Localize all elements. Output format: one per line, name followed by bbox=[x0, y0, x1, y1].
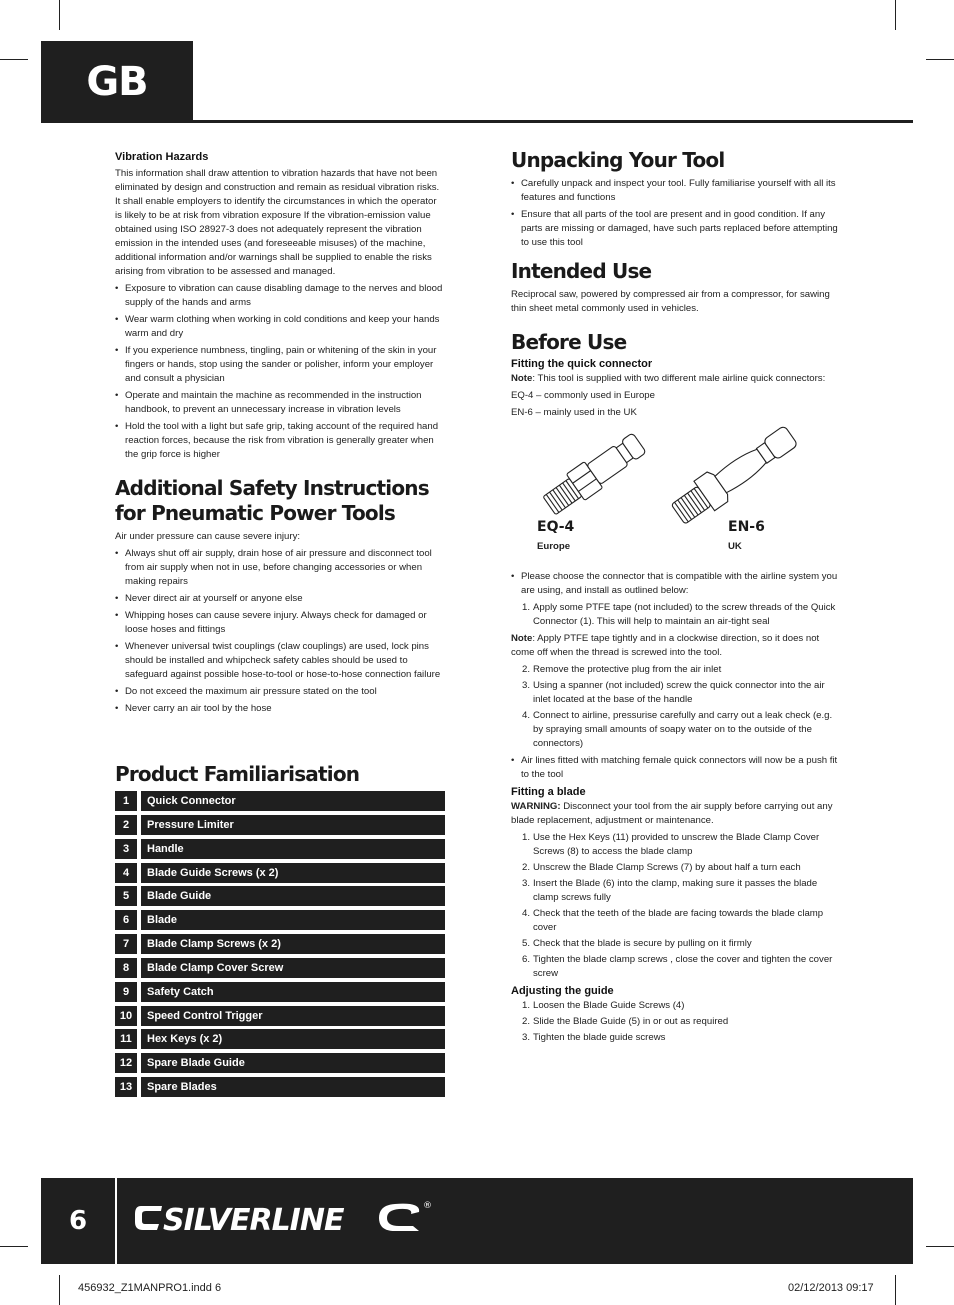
table-row bbox=[115, 982, 445, 1002]
vibration-list bbox=[115, 282, 445, 462]
list-item bbox=[522, 877, 841, 905]
fitting-connector-heading: Fitting the quick connector bbox=[511, 358, 653, 370]
unpacking-list bbox=[511, 177, 841, 250]
step-number: 3. bbox=[522, 680, 531, 691]
choose-connector-list bbox=[511, 570, 841, 598]
step-text: Insert the Blade (6) into the clamp, making sure it passes the blade clamp screws fully bbox=[533, 878, 818, 903]
table-row bbox=[115, 815, 445, 835]
list-item: • Never carry an air tool by the hose bbox=[115, 702, 445, 716]
crop-mark bbox=[0, 59, 28, 60]
table-row bbox=[115, 934, 445, 954]
list-item bbox=[522, 861, 841, 875]
en6-region: UK bbox=[728, 541, 742, 552]
step-text: Using a spanner (not included) screw the quick connector into the air inlet located at the base of the handle bbox=[533, 680, 825, 705]
note-text: : This tool is supplied with two different male airline quick connectors: bbox=[532, 373, 826, 384]
part-name: Safety Catch bbox=[141, 982, 445, 1002]
list-item: • Ensure that all parts of the tool are present and in good condition. If any parts are missing or damaged, have such parts replaced before attempting to use this tool bbox=[511, 208, 841, 250]
table-row bbox=[115, 1077, 445, 1097]
step-text: Connect to airline, pressurise carefully and carry out a leak check (e.g. by spraying small amounts of soapy water on to the outside of the connectors) bbox=[533, 710, 833, 749]
step-number: 6. bbox=[522, 954, 531, 965]
list-item bbox=[522, 953, 841, 981]
part-number: 2 bbox=[115, 815, 137, 835]
language-tab: GB bbox=[41, 41, 193, 123]
part-number: 11 bbox=[115, 1029, 137, 1049]
part-name: Pressure Limiter bbox=[141, 815, 445, 835]
list-item bbox=[522, 601, 841, 629]
list-item: • Do not exceed the maximum air pressure stated on the tool bbox=[115, 685, 445, 699]
list-item bbox=[522, 1031, 841, 1045]
part-number: 12 bbox=[115, 1053, 137, 1073]
part-number: 7 bbox=[115, 934, 137, 954]
list-item bbox=[522, 999, 841, 1013]
connector-steps bbox=[511, 663, 841, 751]
list-item bbox=[522, 937, 841, 951]
step-number: 4. bbox=[522, 908, 531, 919]
parts-table bbox=[115, 791, 445, 1097]
part-number: 9 bbox=[115, 982, 137, 1002]
list-item: • Always shut off air supply, drain hose of air pressure and disconnect tool from air supply when not in use, before changing accessories or when making repairs bbox=[115, 547, 445, 589]
step-number: 4. bbox=[522, 710, 531, 721]
part-name: Quick Connector bbox=[141, 791, 445, 811]
warning-text: Disconnect your tool from the air supply before carrying out any blade replacement, adjustment or maintenance. bbox=[511, 801, 833, 826]
warning-paragraph bbox=[511, 800, 841, 828]
brand-wordmark: SILVERLINE bbox=[163, 1203, 344, 1238]
heading-line: for Pneumatic Power Tools bbox=[115, 501, 396, 525]
file-slug: 456932_Z1MANPRO1.indd 6 bbox=[78, 1282, 222, 1294]
list-item bbox=[522, 1015, 841, 1029]
table-row bbox=[115, 1053, 445, 1073]
part-number: 5 bbox=[115, 886, 137, 906]
additional-safety-list bbox=[115, 547, 445, 716]
silverline-logo bbox=[133, 1192, 433, 1247]
note-paragraph bbox=[511, 372, 841, 386]
list-item: • Wear warm clothing when working in cold conditions and keep your hands warm and dry bbox=[115, 313, 445, 341]
part-number: 3 bbox=[115, 839, 137, 859]
part-number: 8 bbox=[115, 958, 137, 978]
product-familiarisation-heading: Product Familiarisation bbox=[115, 762, 360, 786]
table-row bbox=[115, 910, 445, 930]
heading-line: Additional Safety Instructions bbox=[115, 476, 429, 500]
table-row bbox=[115, 1029, 445, 1049]
list-item: • Carefully unpack and inspect your tool. Fully familiarise yourself with all its features and functions bbox=[511, 177, 841, 205]
list-item: • Exposure to vibration can cause disabling damage to the nerves and blood supply of the hands and arms bbox=[115, 282, 445, 310]
part-name: Blade Guide Screws (x 2) bbox=[141, 863, 445, 883]
part-number: 4 bbox=[115, 863, 137, 883]
list-item bbox=[522, 663, 841, 677]
table-row bbox=[115, 863, 445, 883]
step-number: 3. bbox=[522, 1032, 531, 1043]
step-text: Apply some PTFE tape (not included) to the screw threads of the Quick Connector (1). This will help to maintain an air-tight seal bbox=[533, 602, 836, 627]
step-number: 1. bbox=[522, 602, 531, 613]
part-name: Spare Blade Guide bbox=[141, 1053, 445, 1073]
eq4-connector-illustration bbox=[531, 428, 661, 518]
vibration-heading: Vibration Hazards bbox=[115, 151, 209, 163]
page-number: 6 bbox=[68, 1206, 88, 1236]
list-item: • Whipping hoses can cause severe injury. Always check for damaged or loose hoses and fittings bbox=[115, 609, 445, 637]
connector-step-1 bbox=[511, 601, 841, 629]
table-row bbox=[115, 886, 445, 906]
eq4-label: EQ-4 bbox=[537, 519, 575, 535]
part-number: 6 bbox=[115, 910, 137, 930]
before-use-heading: Before Use bbox=[511, 330, 627, 354]
part-number: 1 bbox=[115, 791, 137, 811]
table-row bbox=[115, 839, 445, 859]
part-name: Speed Control Trigger bbox=[141, 1006, 445, 1026]
registered-mark: ® bbox=[423, 1201, 432, 1211]
note-text: : Apply PTFE tape tightly and in a clockwise direction, so it does not come off when the thread is screwed into the tool. bbox=[511, 633, 820, 658]
list-item: • Never direct air at yourself or anyone else bbox=[115, 592, 445, 606]
step-text: Remove the protective plug from the air inlet bbox=[533, 664, 722, 675]
footer-divider bbox=[115, 1178, 117, 1264]
step-number: 2. bbox=[522, 1016, 531, 1027]
list-item bbox=[522, 907, 841, 935]
part-name: Blade Clamp Screws (x 2) bbox=[141, 934, 445, 954]
footer-bar bbox=[41, 1178, 913, 1264]
list-item bbox=[522, 679, 841, 707]
adjusting-guide-heading: Adjusting the guide bbox=[511, 985, 614, 997]
intended-use-heading: Intended Use bbox=[511, 259, 652, 283]
en6-label: EN-6 bbox=[728, 519, 765, 535]
part-name: Hex Keys (x 2) bbox=[141, 1029, 445, 1049]
step-text: Slide the Blade Guide (5) in or out as required bbox=[533, 1016, 729, 1027]
note-label: Note bbox=[511, 373, 533, 384]
right-column bbox=[511, 150, 841, 1048]
part-name: Blade Guide bbox=[141, 886, 445, 906]
list-item: • Operate and maintain the machine as recommended in the instruction handbook, to prevent an unnecessary increase in vibration levels bbox=[115, 389, 445, 417]
left-column bbox=[115, 150, 445, 1101]
table-row bbox=[115, 958, 445, 978]
crop-mark bbox=[59, 1275, 60, 1305]
part-name: Blade bbox=[141, 910, 445, 930]
list-item: • Air lines fitted with matching female quick connectors will now be a push fit to the tool bbox=[511, 754, 841, 782]
step-number: 3. bbox=[522, 878, 531, 889]
part-name: Blade Clamp Cover Screw bbox=[141, 958, 445, 978]
en6-line: EN-6 – mainly used in the UK bbox=[511, 407, 637, 418]
intended-use-text: Reciprocal saw, powered by compressed air from a compressor, for sawing thin sheet metal commonly used in vehicles. bbox=[511, 289, 830, 314]
step-text: Check that the blade is secure by pulling on it firmly bbox=[533, 938, 752, 949]
header-rule bbox=[193, 120, 913, 123]
crop-mark bbox=[0, 1246, 28, 1247]
part-number: 10 bbox=[115, 1006, 137, 1026]
step-number: 5. bbox=[522, 938, 531, 949]
airlines-list bbox=[511, 754, 841, 782]
step-number: 1. bbox=[522, 1000, 531, 1011]
step-text: Unscrew the Blade Clamp Screws (7) by about half a turn each bbox=[533, 862, 801, 873]
en6-connector-illustration bbox=[656, 420, 816, 530]
eq4-line: EQ-4 – commonly used in Europe bbox=[511, 390, 655, 401]
list-item bbox=[522, 831, 841, 859]
fitting-blade-heading: Fitting a blade bbox=[511, 786, 586, 798]
table-row bbox=[115, 1006, 445, 1026]
crop-mark bbox=[926, 59, 954, 60]
crop-mark bbox=[895, 0, 896, 30]
additional-safety-intro: Air under pressure can cause severe injury: bbox=[115, 531, 301, 542]
step-number: 2. bbox=[522, 862, 531, 873]
additional-safety-heading bbox=[115, 476, 445, 526]
eq4-region: Europe bbox=[537, 541, 571, 552]
silverline-logo-mark bbox=[133, 1192, 433, 1242]
step-text: Check that the teeth of the blade are facing towards the blade clamp cover bbox=[533, 908, 824, 933]
list-item bbox=[522, 709, 841, 751]
step-text: Tighten the blade clamp screws , close the cover and tighten the cover screw bbox=[533, 954, 833, 979]
crop-mark bbox=[59, 0, 60, 30]
connector-figure bbox=[511, 426, 841, 562]
part-number: 13 bbox=[115, 1077, 137, 1097]
unpacking-heading: Unpacking Your Tool bbox=[511, 148, 725, 172]
vibration-intro: This information shall draw attention to vibration hazards that have not been eliminated by design and construction and remain as residual vibration risks. It shall enable employers to identify the circumstances in which the operator is likely to be at risk from vibration exposure If the vibration-emission value obtained using ISO 28927-3 does not adequately represent the vibration emission in the intended uses (and foreseeable misuses) of the machine, additional information and/or warnings shall be supplied to enable the risks arising from vibration to be assessed and managed. bbox=[115, 168, 440, 277]
adjust-steps bbox=[511, 999, 841, 1045]
step-number: 2. bbox=[522, 664, 531, 675]
blade-steps bbox=[511, 831, 841, 981]
list-item: • Please choose the connector that is compatible with the airline system you are using, and install as outlined below: bbox=[511, 570, 841, 598]
step-text: Use the Hex Keys (11) provided to unscrew the Blade Clamp Cover Screws (8) to access the blade clamp bbox=[533, 832, 820, 857]
part-name: Handle bbox=[141, 839, 445, 859]
warning-label: WARNING: bbox=[511, 801, 561, 812]
step-text: Tighten the blade guide screws bbox=[533, 1032, 666, 1043]
step-number: 1. bbox=[522, 832, 531, 843]
list-item: • Hold the tool with a light but safe grip, taking account of the required hand reaction forces, because the risk from vibration is generally greater when the grip force is higher bbox=[115, 420, 445, 462]
note-label: Note bbox=[511, 633, 533, 644]
list-item: • If you experience numbness, tingling, pain or whitening of the skin in your fingers or hands, stop using the sander or polisher, inform your employer and consult a physician bbox=[115, 344, 445, 386]
date-slug: 02/12/2013 09:17 bbox=[788, 1282, 874, 1294]
crop-mark bbox=[926, 1246, 954, 1247]
part-name: Spare Blades bbox=[141, 1077, 445, 1097]
crop-mark bbox=[895, 1275, 896, 1305]
table-row bbox=[115, 791, 445, 811]
list-item: • Whenever universal twist couplings (claw couplings) are used, lock pins should be installed and whipcheck safety cables should be used to safeguard against possible hose-to-tool or hose-to-hose connection failure bbox=[115, 640, 445, 682]
step-text: Loosen the Blade Guide Screws (4) bbox=[533, 1000, 685, 1011]
note-paragraph bbox=[511, 632, 841, 660]
